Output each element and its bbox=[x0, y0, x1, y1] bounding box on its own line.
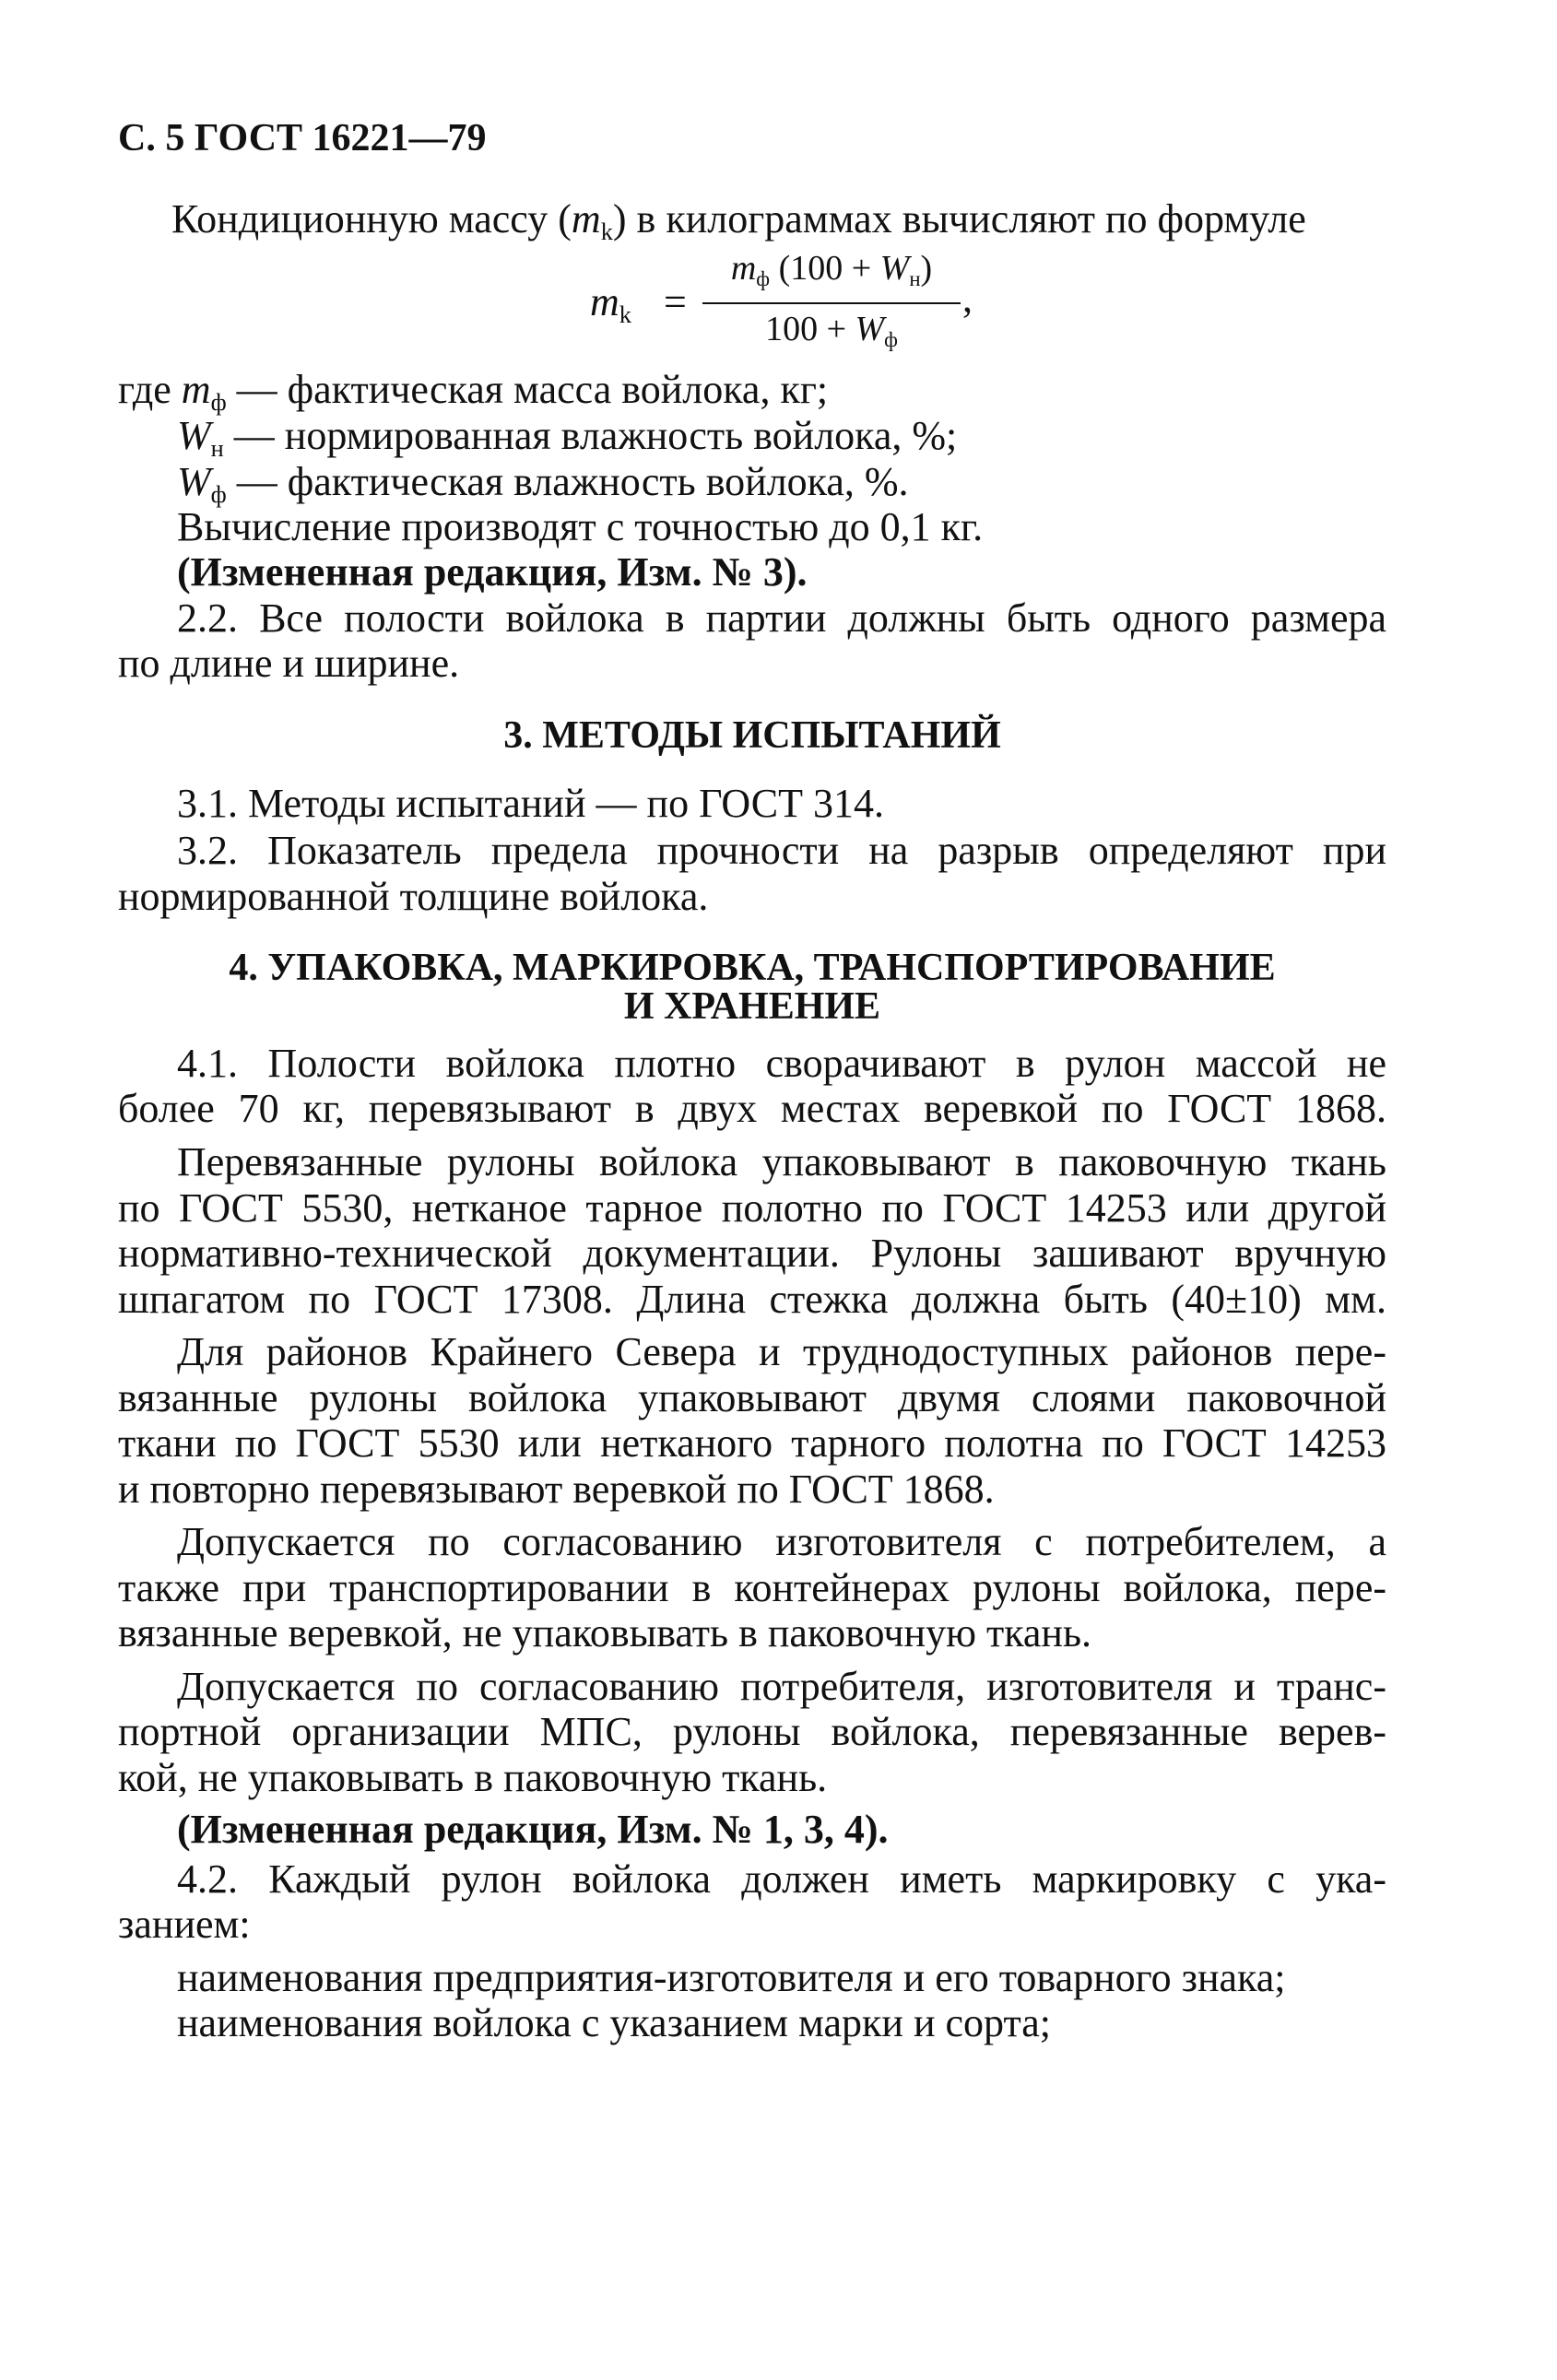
clause-4-1-line-2: более 70 кг, перевязывают в двух местах веревкой по ГОСТ 1868. bbox=[118, 1086, 1386, 1131]
formula-fraction bbox=[702, 247, 961, 361]
consumer-paragraph-line-3: вязанные веревкой, не упаковывать в паковочную ткань. bbox=[118, 1610, 1092, 1655]
packing-paragraph-line-4: шпагатом по ГОСТ 17308. Длина стежка должна быть (40±10) мм. bbox=[118, 1277, 1386, 1322]
clause-2-2-line-2: по длине и ширине. bbox=[118, 641, 460, 686]
packing-paragraph-line-3: нормативно-технической документации. Рулоны зашивают вручную bbox=[118, 1231, 1386, 1276]
clause-4-1-line-1: 4.1. Полости войлока плотно сворачивают в рулон массой не bbox=[177, 1041, 1386, 1086]
mps-paragraph-line-3: кой, не упаковывать в паковочную ткань. bbox=[118, 1755, 828, 1800]
consumer-paragraph-line-1: Допускается по согласованию изготовителя с потребителем, а bbox=[177, 1519, 1386, 1564]
fraction-bar bbox=[702, 302, 961, 304]
precision-note: Вычисление производят с точностью до 0,1 кг. bbox=[177, 504, 984, 549]
formula-comma: , bbox=[962, 276, 973, 321]
page-header: С. 5 ГОСТ 16221—79 bbox=[118, 117, 487, 159]
north-paragraph-line-2: вязанные рулоны войлока упаковывают двумя слоями паковочной bbox=[118, 1375, 1386, 1420]
marking-list-item-2: наименования войлока с указанием марки и сорта; bbox=[177, 2000, 1051, 2045]
section-3-heading: 3. МЕТОДЫ ИСПЫТАНИЙ bbox=[503, 714, 1001, 757]
amendment-note-1: (Измененная редакция, Изм. № 3). bbox=[177, 549, 808, 595]
mps-paragraph-line-2: портной организации МПС, рулоны войлока, перевязанные верев- bbox=[118, 1709, 1386, 1754]
packing-paragraph-line-2: по ГОСТ 5530, нетканое тарное полотно по ГОСТ 14253 или другой bbox=[118, 1185, 1386, 1231]
consumer-paragraph-line-2: также при транспортировании в контейнерах рулоны войлока, пере- bbox=[118, 1565, 1386, 1610]
section-4-heading-line-1: 4. УПАКОВКА, МАРКИРОВКА, ТРАНСПОРТИРОВАНИЕ bbox=[229, 947, 1276, 989]
formula-denominator: $100 + W_ф$ bbox=[765, 309, 898, 351]
where-line-2: $W_н$ — нормированная влажность войлока, %; bbox=[177, 413, 958, 462]
north-paragraph-line-4: и повторно перевязывают веревкой по ГОСТ 1868. bbox=[118, 1467, 995, 1512]
marking-list-item-1: наименования предприятия-изготовителя и его товарного знака; bbox=[177, 1955, 1286, 2000]
north-paragraph-line-1: Для районов Крайнего Севера и труднодоступных районов пере- bbox=[177, 1329, 1386, 1374]
clause-3-2-line-2: нормированной толщине войлока. bbox=[118, 874, 709, 919]
formula-lhs: $m_k$ bbox=[590, 279, 631, 328]
amendment-note-2: (Измененная редакция, Изм. № 1, 3, 4). bbox=[177, 1807, 889, 1852]
formula-numerator: $m_ф$ $(100 + W_н)$ bbox=[730, 249, 933, 290]
north-paragraph-line-3: ткани по ГОСТ 5530 или нетканого тарного полотна по ГОСТ 14253 bbox=[118, 1420, 1386, 1466]
clause-3-1: 3.1. Методы испытаний — по ГОСТ 314. bbox=[177, 781, 884, 826]
clause-4-2-line-1: 4.2. Каждый рулон войлока должен иметь маркировку с ука- bbox=[177, 1856, 1386, 1902]
formula-intro: Кондиционную массу $(m_k)$ в килограммах вычисляют по формуле bbox=[171, 196, 1306, 245]
where-line-3: $W_ф$ — фактическая влажность войлока, %. bbox=[177, 459, 909, 508]
mps-paragraph-line-1: Допускается по согласованию потребителя, изготовителя и транс- bbox=[177, 1664, 1386, 1709]
packing-paragraph-line-1: Перевязанные рулоны войлока упаковывают в паковочную ткань bbox=[177, 1139, 1386, 1184]
clause-4-2-line-2: занием: bbox=[118, 1902, 251, 1947]
section-4-heading-line-2: И ХРАНЕНИЕ bbox=[623, 985, 881, 1028]
clause-3-2-line-1: 3.2. Показатель предела прочности на разрыв определяют при bbox=[177, 828, 1386, 873]
clause-2-2-line-1: 2.2. Все полости войлока в партии должны быть одного размера bbox=[177, 595, 1386, 641]
formula-equals: = bbox=[664, 279, 687, 324]
where-line-1: где $m_ф$ — фактическая масса войлока, кг; bbox=[118, 367, 829, 416]
formula bbox=[590, 247, 977, 351]
